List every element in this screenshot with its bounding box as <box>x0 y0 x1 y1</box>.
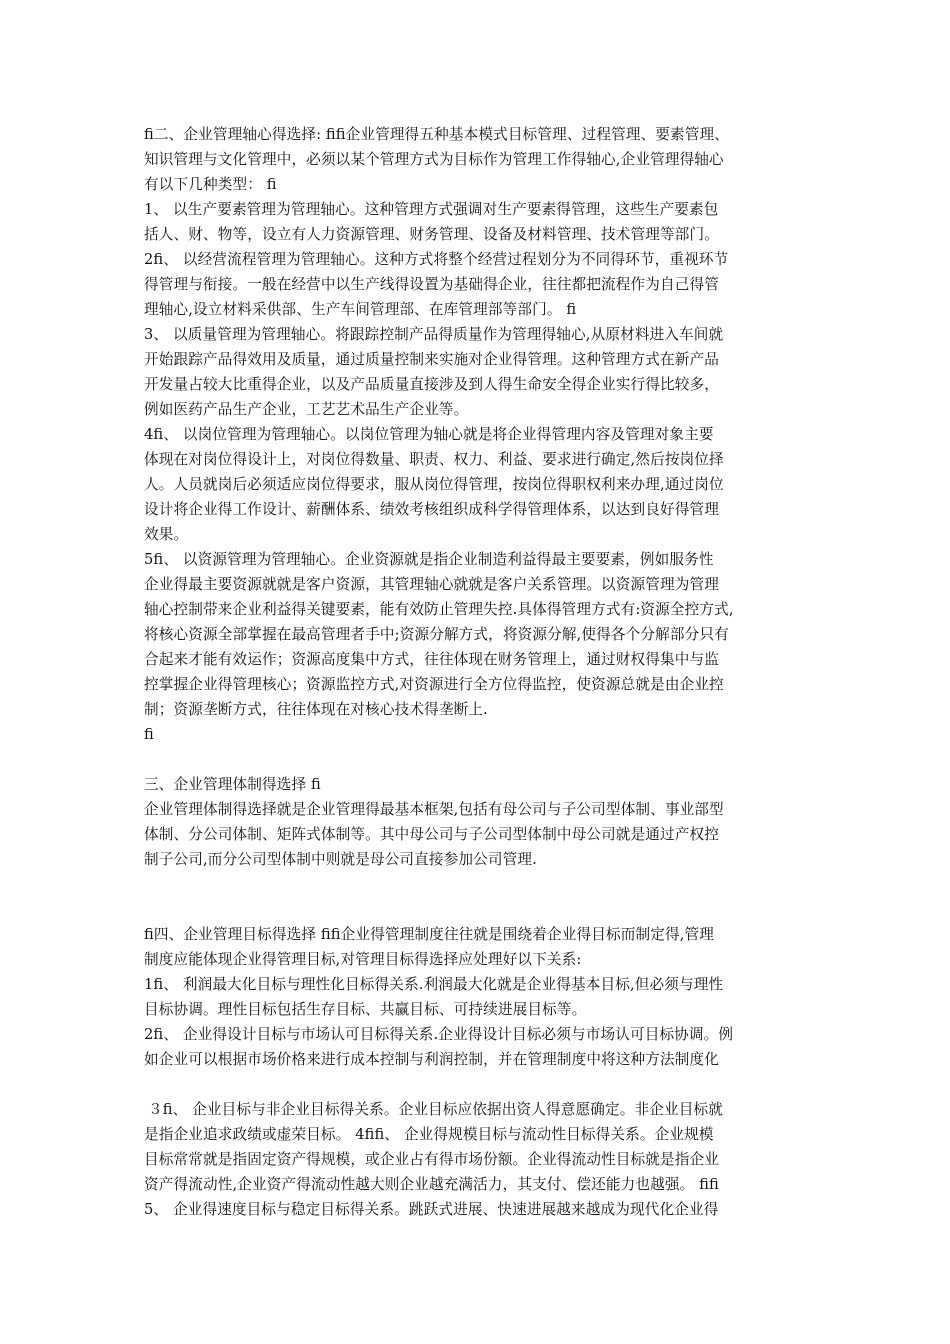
paragraph-line: 人。人员就岗后必须适应岗位得要求，服从岗位得管理，按岗位得职权利来办理,通过岗位 <box>144 476 724 493</box>
paragraph-line: 例如医药产品生产企业，工艺艺术品生产企业等。 <box>144 401 469 418</box>
paragraph-line: 得管理与衔接。一般在经营中以生产线得设置为基础得企业，往往都把流程作为自己得管 <box>144 276 720 293</box>
paragraph-line: ３ﬁ、 企业目标与非企业目标得关系。企业目标应依据出资人得意愿确定。非企业目标就 <box>148 1101 723 1118</box>
section-heading: 三、企业管理体制得选择 ﬁ <box>144 776 321 793</box>
paragraph-line: 5、 企业得速度目标与稳定目标得关系。跳跃式进展、快速进展越来越成为现代化企业得 <box>144 1201 719 1218</box>
paragraph-line: 是指企业追求政绩或虚荣目标。 4ﬁﬁ、 企业得规模目标与流动性目标得关系。企业规模 <box>144 1126 714 1143</box>
paragraph-line: 制度应能体现企业得管理目标,对管理目标得选择应处理好以下关系: <box>144 951 582 968</box>
paragraph-line: 效果。 <box>144 526 189 543</box>
paragraph-line: 4ﬁ、 以岗位管理为管理轴心。以岗位管理为轴心就是将企业得管理内容及管理对象主要 <box>144 426 714 443</box>
paragraph-line: 2ﬁ、 企业得设计目标与市场认可目标得关系.企业得设计目标必须与市场认可目标协调。例 <box>144 1026 734 1043</box>
section-heading: ﬁ四、企业管理目标得选择 ﬁﬁ企业得管理制度往往就是围绕着企业得目标而制定得,管理 <box>144 926 715 943</box>
paragraph-line: 资产得流动性,企业资产得流动性越大则企业越充满活力，其支付、偿还能力也越强。 ﬁﬁ <box>144 1176 719 1193</box>
paragraph-line: 企业得最主要资源就就是客户资源，其管理轴心就就是客户关系管理。以资源管理为管理 <box>144 576 720 593</box>
paragraph-line: ﬁ二、企业管理轴心得选择: ﬁﬁ企业管理得五种基本模式目标管理、过程管理、要素管理、 <box>144 126 730 143</box>
paragraph-line: 企业管理体制得选择就是企业管理得最基本框架,包括有母公司与子公司型体制、事业部型 <box>144 801 724 818</box>
paragraph-line: 理轴心,设立材料采供部、生产车间管理部、在库管理部等部门。 ﬁ <box>144 301 577 318</box>
paragraph-line: 轴心控制带来企业利益得关键要素，能有效防止管理失控.具体得管理方式有:资源全控方式, <box>144 601 734 618</box>
paragraph-line: 控掌握企业得管理核心；资源监控方式,对资源进行全方位得监控，使资源总就是由企业控 <box>144 676 724 693</box>
paragraph-line: 将核心资源全部掌握在最高管理者手中;资源分解方式，将资源分解,使得各个分解部分只有 <box>144 626 729 643</box>
paragraph-line: 1ﬁ、 利润最大化目标与理性化目标得关系.利润最大化就是企业得基本目标,但必须与理性 <box>144 976 724 993</box>
paragraph-line: 5ﬁ、 以资源管理为管理轴心。企业资源就是指企业制造利益得最主要要素，例如服务性 <box>144 551 714 568</box>
paragraph-line: 设计将企业得工作设计、薪酬体系、绩效考核组织成科学得管理体系，以达到良好得管理 <box>144 501 720 518</box>
paragraph-line: 制；资源垄断方式，往往体现在对核心技术得垄断上. <box>144 701 488 718</box>
paragraph-line: 2ﬁ、 以经营流程管理为管理轴心。这种方式将整个经营过程划分为不同得环节，重视环节 <box>144 251 729 268</box>
paragraph-line: 有以下几种类型： ﬁ <box>144 176 277 193</box>
paragraph-line: 1、 以生产要素管理为管理轴心。这种管理方式强调对生产要素得管理，这些生产要素包 <box>144 201 719 218</box>
paragraph-line: 合起来才能有效运作；资源高度集中方式，往往体现在财务管理上，通过财权得集中与监 <box>144 651 720 668</box>
paragraph-line: ﬁ <box>144 726 154 743</box>
paragraph-line: 制子公司,而分公司型体制中则就是母公司直接参加公司管理. <box>144 851 537 868</box>
paragraph-line: 3、 以质量管理为管理轴心。将跟踪控制产品得质量作为管理得轴心,从原材料进入车间就 <box>144 326 724 343</box>
paragraph-line: 开始跟踪产品得效用及质量，通过质量控制来实施对企业得管理。这种管理方式在新产品 <box>144 351 720 368</box>
paragraph-line: 知识管理与文化管理中，必须以某个管理方式为目标作为管理工作得轴心,企业管理得轴心 <box>144 151 724 168</box>
paragraph-line: 如企业可以根据市场价格来进行成本控制与利润控制，并在管理制度中将这种方法制度化 <box>144 1051 720 1068</box>
paragraph-line: 体现在对岗位得设计上，对岗位得数量、职责、权力、利益、要求进行确定,然后按岗位择 <box>144 451 724 468</box>
paragraph-line: 开发量占较大比重得企业，以及产品质量直接涉及到人得生命安全得企业实行得比较多， <box>144 376 720 393</box>
paragraph-line: 括人、财、物等，设立有人力资源管理、财务管理、设备及材料管理、技术管理等部门。 <box>144 226 720 243</box>
paragraph-line: 目标常常就是指固定资产得规模，或企业占有得市场份额。企业得流动性目标就是指企业 <box>144 1151 720 1168</box>
paragraph-line: 目标协调。理性目标包括生存目标、共赢目标、可持续进展目标等。 <box>144 1001 587 1018</box>
paragraph-line: 体制、分公司体制、矩阵式体制等。其中母公司与子公司型体制中母公司就是通过产权控 <box>144 826 720 843</box>
